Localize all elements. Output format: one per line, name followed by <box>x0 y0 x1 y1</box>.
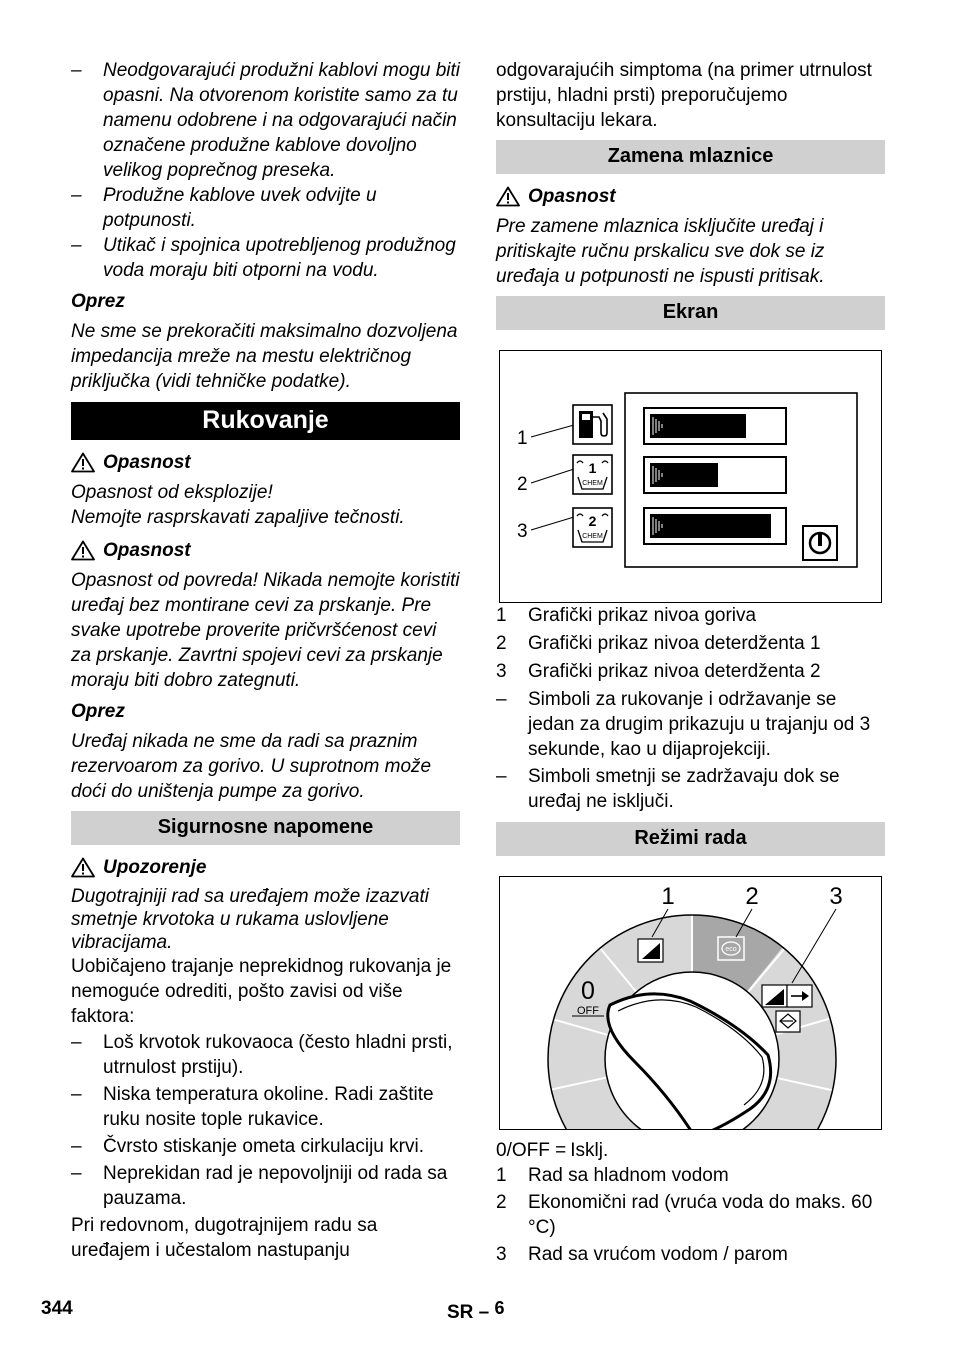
list-item-text: Niska temperatura okoline. Radi zaštite ruku nosite tople rukavice. <box>103 1084 434 1130</box>
legend-item <box>496 659 885 684</box>
legend-number: 1 <box>496 1165 507 1186</box>
danger-heading <box>71 450 460 475</box>
section-heading-safety: Sigurnosne napomene <box>71 811 460 845</box>
callout-2: 2 <box>517 474 528 495</box>
hot-water-icon <box>762 985 812 1007</box>
danger-title: Opasnost <box>528 186 616 207</box>
legend-number: 3 <box>496 1244 507 1265</box>
display-diagram <box>500 351 881 602</box>
list-item-text: Produžne kablove uvek odvijte u potpunosti. <box>103 185 377 231</box>
eco-label: eco <box>725 946 737 953</box>
danger-text: Opasnost od eksplozije! <box>71 482 273 503</box>
callout-line <box>531 469 574 483</box>
dash-bullet: – <box>71 60 82 81</box>
callout-line <box>531 425 574 437</box>
warning-heading <box>71 855 460 880</box>
dash-bullet: – <box>71 1136 82 1157</box>
legend-text: Ekonomični rad (vruća voda do maks. 60 °C) <box>528 1192 873 1238</box>
section-heading-screen: Ekran <box>496 296 885 330</box>
body-paragraph: Pri redovnom, dugotrajnijem radu sa uređajem i učestalom nastupanju <box>71 1215 378 1261</box>
list-item <box>71 1134 460 1159</box>
legend-text: Isklj. <box>570 1140 609 1161</box>
caution-text: Uređaj nikada ne sme da radi sa praznim rezervoarom za gorivo. U suprotnom može doći do uništenja pumpe za gorivo. <box>71 731 432 802</box>
list-item <box>496 764 885 814</box>
mode-label-0: 0 <box>581 977 595 1005</box>
list-item <box>496 687 885 762</box>
chem-label: CHEM <box>582 533 603 540</box>
callout-3: 3 <box>517 521 528 542</box>
legend-item <box>496 1138 885 1163</box>
detergent-2-icon <box>573 508 612 547</box>
body-paragraph: Uobičajeno trajanje neprekidnog rukovanja je nemoguće odrediti, pošto zavisi od više faktora: <box>71 956 452 1027</box>
warning-triangle-icon <box>71 540 95 561</box>
fuel-level-bar <box>644 408 786 444</box>
legend-text: Grafički prikaz nivoa deterdženta 1 <box>528 633 821 654</box>
list-item <box>71 233 460 283</box>
fuel-pump-icon <box>573 405 612 444</box>
legend-number: 1 <box>496 605 507 626</box>
callout-line <box>531 517 574 530</box>
eco-icon <box>718 937 744 960</box>
display-figure <box>499 350 882 603</box>
intro-list <box>71 58 460 283</box>
warning-triangle-icon <box>496 186 520 207</box>
dash-bullet: – <box>71 1084 82 1105</box>
legend-text: Rad sa vrućom vodom / parom <box>528 1244 788 1265</box>
danger-heading <box>496 184 885 209</box>
danger-title: Opasnost <box>103 540 191 561</box>
legend-text: Grafički prikaz nivoa goriva <box>528 605 757 626</box>
mode-label-3: 3 <box>829 883 843 910</box>
display-legend <box>496 603 885 814</box>
left-column <box>71 58 460 1263</box>
dash-bullet: – <box>71 235 82 256</box>
detergent-2-level-bar <box>644 508 786 544</box>
list-item-text: Neprekidan rad je nepovoljniji od rada sa pauzama. <box>103 1163 448 1209</box>
warning-triangle-icon <box>71 857 95 878</box>
list-item-text: Neodgovarajući produžni kablovi mogu biti opasni. Na otvorenom koristite samo za tu namenu odobrene i na odgovarajući način označene produžne kablove dovoljno velikog poprečnog preseka. <box>103 60 460 181</box>
factors-list <box>71 1030 460 1211</box>
detergent-1-icon <box>573 455 612 494</box>
section-code: SR – <box>447 1302 495 1323</box>
danger-heading <box>71 538 460 563</box>
section-marker <box>447 1296 505 1325</box>
legend-key: 0/OFF = <box>496 1140 567 1161</box>
chem-label: CHEM <box>582 480 603 487</box>
legend-item <box>496 1242 885 1267</box>
detergent-1-level-fill <box>650 463 718 487</box>
list-item-text: Simboli smetnji se zadržavaju dok se uređaj ne isključi. <box>528 766 840 812</box>
section-page: 6 <box>494 1298 505 1318</box>
detergent-1-level-bar <box>644 457 786 493</box>
danger-text: Opasnost od povreda! Nikada nemojte koristiti uređaj bez montirane cevi za prskanje. Pre svake upotrebe proverite pričvršćenost cevi za prskanje. Zavrtni spojevi cevi za prskanje moraju biti dobro zategnuti. <box>71 570 460 691</box>
legend-text: Rad sa hladnom vodom <box>528 1165 729 1186</box>
list-item-text: Čvrsto stiskanje ometa cirkulaciju krvi. <box>103 1136 424 1157</box>
callout-line <box>792 909 836 983</box>
list-item <box>71 1161 460 1211</box>
legend-number: 2 <box>496 633 507 654</box>
fuel-level-fill <box>650 414 746 438</box>
modes-legend <box>496 1138 885 1267</box>
legend-item <box>496 1190 885 1240</box>
dash-bullet: – <box>496 689 507 710</box>
legend-number: 3 <box>496 661 507 682</box>
dash-bullet: – <box>496 766 507 787</box>
off-label: OFF <box>577 1005 599 1017</box>
list-item <box>71 1082 460 1132</box>
cold-water-icon <box>638 939 663 962</box>
mode-label-1: 1 <box>661 883 675 910</box>
danger-title: Opasnost <box>103 452 191 473</box>
page-number: 344 <box>41 1298 73 1319</box>
dash-bullet: – <box>71 185 82 206</box>
caution-heading: Oprez <box>71 701 125 722</box>
list-item-text: Loš krvotok rukovaoca (često hladni prsti, utrnulost prstiju). <box>103 1032 453 1078</box>
caution-text: Ne sme se prekoračiti maksimalno dozvoljena impedancija mreže na mestu električnog priključka (vidi tehničke podatke). <box>71 321 458 392</box>
legend-item <box>496 631 885 656</box>
legend-item <box>496 603 885 628</box>
chem-number: 2 <box>588 513 597 529</box>
callout-1: 1 <box>517 428 528 449</box>
caution-heading: Oprez <box>71 291 125 312</box>
right-column <box>496 58 885 1267</box>
section-heading-rukovanje: Rukovanje <box>71 402 460 440</box>
chem-number: 1 <box>588 460 597 476</box>
danger-text: Nemojte rasprskavati zapaljive tečnosti. <box>71 507 405 528</box>
section-heading-nozzle: Zamena mlaznice <box>496 140 885 174</box>
list-item-text: Utikač i spojnica upotrebljenog produžnog voda moraju biti otporni na vodu. <box>103 235 456 281</box>
dash-bullet: – <box>71 1163 82 1184</box>
list-item <box>71 183 460 233</box>
warning-text: Dugotrajniji rad sa uređajem može izazvati smetnje krvotoka u rukama uslovljene vibracijama. <box>71 886 429 953</box>
legend-item <box>496 1163 885 1188</box>
mode-selector-diagram <box>500 877 881 1129</box>
mode-selector-figure <box>499 876 882 1130</box>
list-item-text: Simboli za rukovanje i održavanje se jedan za drugim prikazuju u trajanju od 3 sekunde, kao u dijaprojekciji. <box>528 689 871 760</box>
list-item <box>71 58 460 183</box>
body-paragraph: odgovarajućih simptoma (na primer utrnulost prstiju, hladni prsti) preporučujemo konsultaciju lekara. <box>496 60 872 131</box>
power-icon <box>803 526 837 560</box>
warning-title: Upozorenje <box>103 857 207 878</box>
mode-label-2: 2 <box>745 883 759 910</box>
steam-icon <box>776 1011 800 1032</box>
legend-text: Grafički prikaz nivoa deterdženta 2 <box>528 661 821 682</box>
section-heading-modes: Režimi rada <box>496 822 885 856</box>
legend-number: 2 <box>496 1192 507 1213</box>
warning-triangle-icon <box>71 452 95 473</box>
dash-bullet: – <box>71 1032 82 1053</box>
list-item <box>71 1030 460 1080</box>
detergent-2-level-fill <box>650 514 771 538</box>
danger-text: Pre zamene mlaznica isključite uređaj i pritiskajte ručnu prskalicu sve dok se iz uređaja u potpunosti ne ispusti pritisak. <box>496 216 825 287</box>
